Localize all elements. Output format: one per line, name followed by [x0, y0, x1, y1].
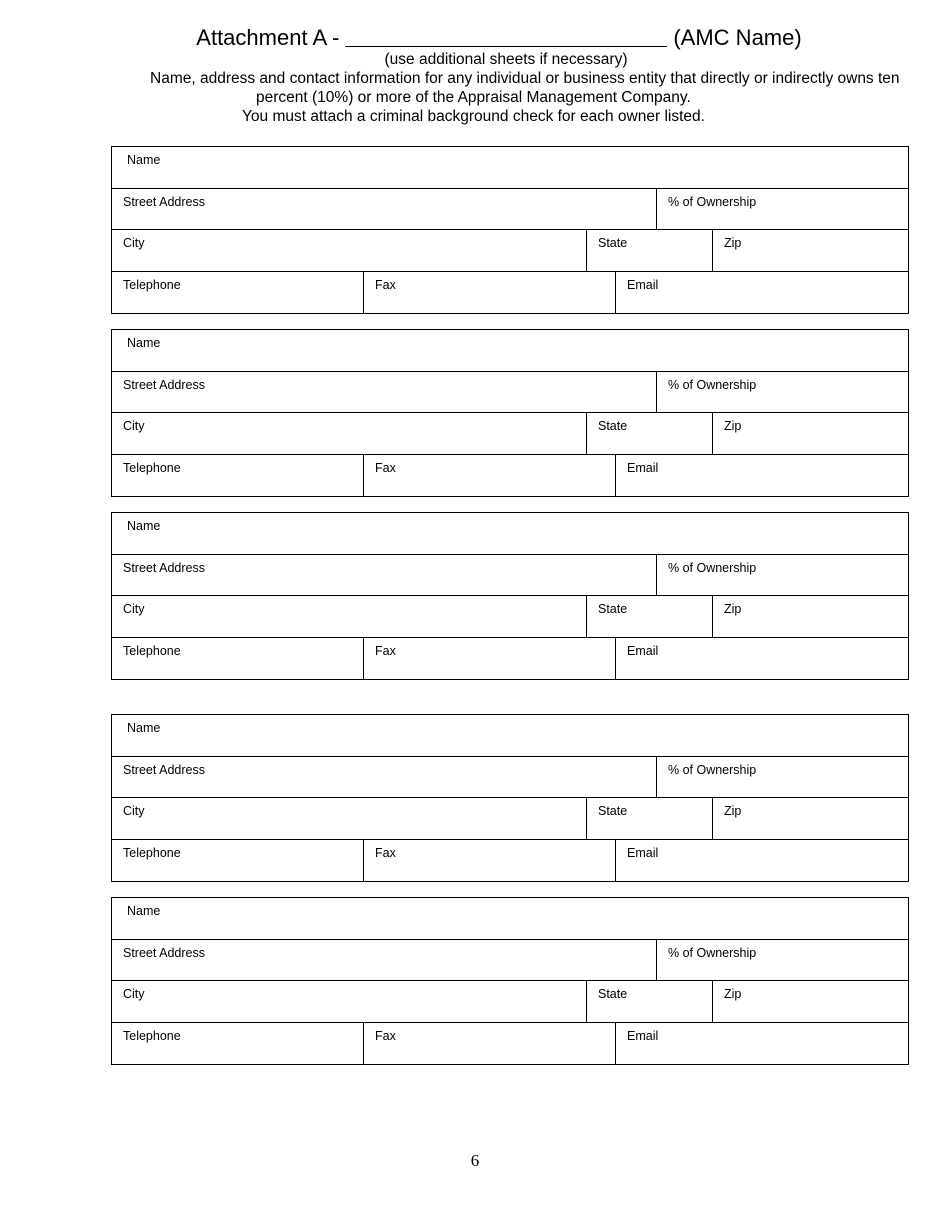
- fax-field[interactable]: [363, 455, 615, 496]
- street-address-field[interactable]: [112, 372, 657, 413]
- email-label: Email: [627, 846, 659, 860]
- ownership-field[interactable]: [656, 940, 908, 981]
- email-field[interactable]: [615, 455, 908, 496]
- telephone-label: Telephone: [123, 644, 181, 658]
- name-label: Name: [127, 336, 161, 350]
- owner-form-2: [111, 329, 909, 497]
- name-label: Name: [127, 519, 161, 533]
- city-field[interactable]: [112, 230, 587, 271]
- name-field[interactable]: [116, 715, 906, 757]
- telephone-label: Telephone: [123, 846, 181, 860]
- street-address-field[interactable]: [112, 555, 657, 596]
- name-label: Name: [127, 721, 161, 735]
- owner-form-5: [111, 897, 909, 1065]
- zip-label: Zip: [724, 804, 742, 818]
- fax-label: Fax: [375, 846, 396, 860]
- city-label: City: [123, 236, 145, 250]
- state-label: State: [598, 804, 628, 818]
- ownership-field[interactable]: [656, 372, 908, 413]
- owner-form-1: [111, 146, 909, 314]
- telephone-label: Telephone: [123, 461, 181, 475]
- telephone-label: Telephone: [123, 1029, 181, 1043]
- zip-label: Zip: [724, 602, 742, 616]
- fax-field[interactable]: [363, 272, 615, 313]
- owner-form-4: [111, 714, 909, 882]
- ownership-label: % of Ownership: [668, 763, 757, 777]
- email-label: Email: [627, 1029, 659, 1043]
- fax-label: Fax: [375, 1029, 396, 1043]
- ownership-label: % of Ownership: [668, 195, 757, 209]
- description-line-2: percent (10%) or more of the Appraisal Management Company.: [256, 89, 691, 106]
- city-field[interactable]: [112, 596, 587, 637]
- state-label: State: [598, 987, 628, 1001]
- title-suffix: (AMC Name): [673, 25, 802, 50]
- state-field[interactable]: [586, 981, 712, 1022]
- name-field[interactable]: [116, 513, 906, 555]
- email-label: Email: [627, 644, 659, 658]
- zip-label: Zip: [724, 419, 742, 433]
- city-label: City: [123, 987, 145, 1001]
- fax-field[interactable]: [363, 1023, 615, 1064]
- name-field[interactable]: [116, 147, 906, 189]
- street-address-field[interactable]: [112, 940, 657, 981]
- zip-label: Zip: [724, 987, 742, 1001]
- email-field[interactable]: [615, 272, 908, 313]
- city-field[interactable]: [112, 798, 587, 839]
- name-label: Name: [127, 904, 161, 918]
- street-address-field[interactable]: [112, 189, 657, 230]
- city-field[interactable]: [112, 981, 587, 1022]
- name-label: Name: [127, 153, 161, 167]
- fax-field[interactable]: [363, 638, 615, 679]
- page-title: [0, 22, 950, 52]
- zip-label: Zip: [724, 236, 742, 250]
- email-label: Email: [627, 461, 659, 475]
- city-label: City: [123, 419, 145, 433]
- page-number: 6: [470, 1151, 480, 1170]
- telephone-label: Telephone: [123, 278, 181, 292]
- email-field[interactable]: [615, 638, 908, 679]
- city-field[interactable]: [112, 413, 587, 454]
- ownership-label: % of Ownership: [668, 946, 757, 960]
- fax-label: Fax: [375, 644, 396, 658]
- street-address-label: Street Address: [123, 763, 205, 777]
- state-field[interactable]: [586, 413, 712, 454]
- owner-form-3: [111, 512, 909, 680]
- state-label: State: [598, 419, 628, 433]
- telephone-field[interactable]: [112, 840, 363, 881]
- email-label: Email: [627, 278, 659, 292]
- title-prefix: Attachment A -: [196, 25, 340, 50]
- telephone-field[interactable]: [112, 638, 363, 679]
- ownership-label: % of Ownership: [668, 378, 757, 392]
- ownership-label: % of Ownership: [668, 561, 757, 575]
- subtitle: (use additional sheets if necessary): [384, 51, 628, 68]
- ownership-field[interactable]: [656, 189, 908, 230]
- zip-field[interactable]: [712, 981, 908, 1022]
- state-field[interactable]: [586, 230, 712, 271]
- fax-label: Fax: [375, 278, 396, 292]
- street-address-label: Street Address: [123, 561, 205, 575]
- ownership-field[interactable]: [656, 757, 908, 798]
- telephone-field[interactable]: [112, 455, 363, 496]
- zip-field[interactable]: [712, 596, 908, 637]
- street-address-label: Street Address: [123, 195, 205, 209]
- street-address-label: Street Address: [123, 946, 205, 960]
- name-field[interactable]: [116, 898, 906, 940]
- city-label: City: [123, 602, 145, 616]
- state-field[interactable]: [586, 596, 712, 637]
- description-line-3: You must attach a criminal background check for each owner listed.: [242, 108, 705, 125]
- email-field[interactable]: [615, 840, 908, 881]
- amc-name-blank[interactable]: [345, 24, 667, 47]
- name-field[interactable]: [116, 330, 906, 372]
- street-address-field[interactable]: [112, 757, 657, 798]
- state-label: State: [598, 236, 628, 250]
- state-field[interactable]: [586, 798, 712, 839]
- email-field[interactable]: [615, 1023, 908, 1064]
- fax-field[interactable]: [363, 840, 615, 881]
- description-line-1: Name, address and contact information for any individual or business entity that directly or indirectly owns ten: [150, 70, 900, 87]
- ownership-field[interactable]: [656, 555, 908, 596]
- street-address-label: Street Address: [123, 378, 205, 392]
- telephone-field[interactable]: [112, 1023, 363, 1064]
- state-label: State: [598, 602, 628, 616]
- zip-field[interactable]: [712, 798, 908, 839]
- telephone-field[interactable]: [112, 272, 363, 313]
- zip-field[interactable]: [712, 413, 908, 454]
- city-label: City: [123, 804, 145, 818]
- fax-label: Fax: [375, 461, 396, 475]
- zip-field[interactable]: [712, 230, 908, 271]
